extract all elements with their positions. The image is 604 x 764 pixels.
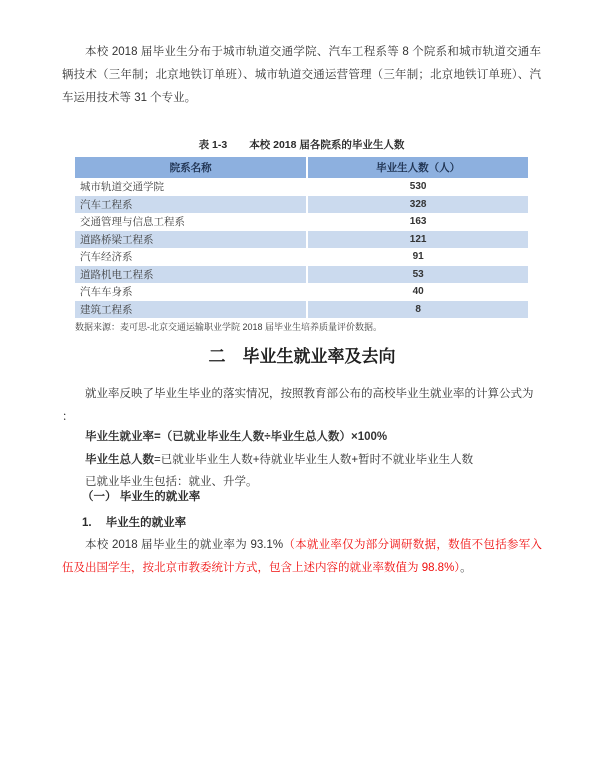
table-caption-title: 本校 2018 届各院系的毕业生人数 [249, 139, 405, 151]
employment-rate-text: 本校 2018 届毕业生的就业率为 93.1% [85, 539, 284, 551]
graduate-count: 8 [415, 303, 421, 315]
table-row [75, 283, 528, 301]
table-row [75, 266, 528, 284]
department-name: 道路机电工程系 [75, 266, 308, 284]
department-name: 汽车经济系 [75, 248, 308, 266]
intro-line-2: ： [62, 411, 74, 423]
table-row [75, 301, 528, 319]
employment-rate-paragraph [62, 534, 542, 580]
intro-line-1: 就业率反映了毕业生毕业的落实情况，按照教育部公布的高校毕业生就业率的计算公式为 [85, 388, 534, 400]
section-number: 二 [208, 347, 226, 366]
subsection-heading: （一） 毕业生的就业率 [82, 491, 201, 503]
table-row [75, 248, 528, 266]
department-name: 道路桥梁工程系 [75, 231, 308, 249]
table-row [75, 196, 528, 214]
data-source-note: 数据来源：麦可思-北京交通运输职业学院 2018 届毕业生培养质量评价数据。 [75, 322, 383, 332]
formula-total-graduates [62, 449, 552, 472]
department-name: 建筑工程系 [75, 301, 308, 319]
employment-rate-red-note: （本就业率仅为部分调研数据，数值不包括参军入伍及出国学生，按北京市教委统计方式，包含上述内容的就业率数值为 98.8%） [62, 539, 542, 574]
formula-total-rest: =已就业毕业生人数+待就业毕业生人数+暂时不就业毕业生人数 [154, 453, 474, 466]
table-row [75, 213, 528, 231]
graduate-count: 328 [409, 198, 427, 210]
employment-rate-period: 。 [460, 562, 472, 574]
graduate-count: 121 [409, 233, 427, 245]
numbered-heading-title: 毕业生的就业率 [105, 517, 187, 529]
graduate-count: 53 [412, 268, 424, 280]
table-caption [75, 137, 528, 152]
graduates-table [75, 157, 528, 318]
department-name: 城市轨道交通学院 [75, 178, 308, 196]
intro-paragraph: 本校 2018 届毕业生分布于城市轨道交通学院、汽车工程系等 8 个院系和城市轨道交通车辆技术（三年制；北京地铁订单班）、城市轨道交通运营管理（三年制；北京地铁订单班）、汽车运用技术等 31 个专业。 [62, 46, 541, 104]
graduate-count: 530 [409, 181, 427, 193]
table-header-row [75, 157, 528, 178]
section-heading [0, 342, 604, 367]
department-name: 汽车工程系 [75, 196, 308, 214]
employment-rate-intro [62, 383, 541, 429]
formula-employment-rate [62, 426, 552, 449]
formula-employment-rate-text: 毕业生就业率=（已就业毕业生人数÷毕业生总人数）×100% [85, 431, 388, 443]
numbered-heading [82, 514, 186, 530]
graduate-count: 91 [412, 251, 424, 263]
graduate-count: 163 [409, 216, 427, 228]
formula-total-term: 毕业生总人数 [85, 453, 154, 466]
graduate-count: 40 [412, 286, 424, 298]
formula-block [62, 426, 552, 494]
numbered-heading-number: 1. [82, 517, 92, 529]
department-name: 汽车车身系 [75, 283, 308, 301]
formula-employed-includes: 已就业毕业生包括：就业、升学。 [85, 476, 258, 488]
table-header-count: 毕业生人数（人） [376, 162, 461, 174]
table-header-department: 院系名称 [75, 157, 308, 178]
section-title: 毕业生就业率及去向 [242, 347, 396, 366]
department-name: 交通管理与信息工程系 [75, 213, 308, 231]
table-caption-label: 表 1-3 [198, 139, 228, 151]
table-row [75, 231, 528, 249]
table-row [75, 178, 528, 196]
